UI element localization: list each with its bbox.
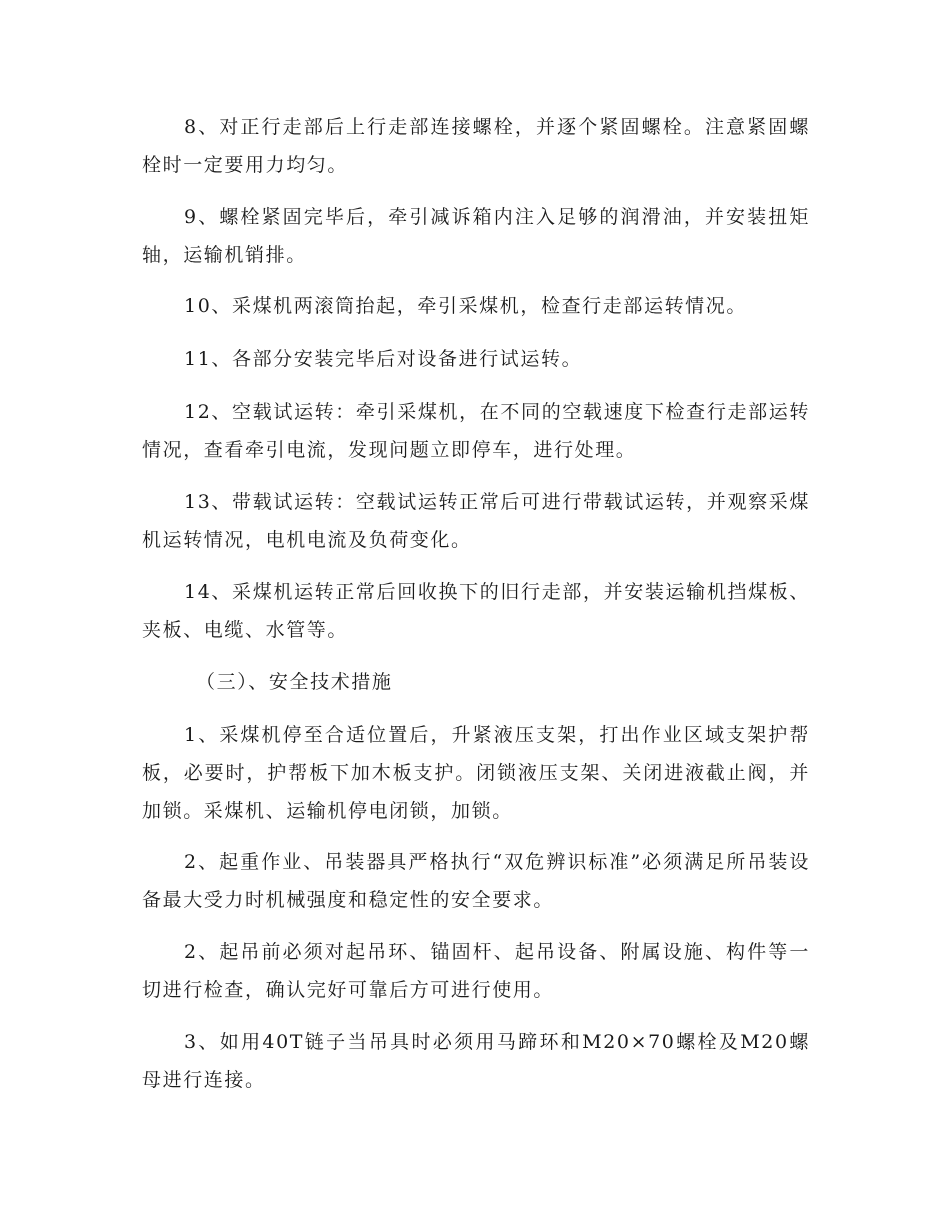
paragraph-step-12: 12、空载试运转：牵引采煤机，在不同的空载速度下检查行走部运转情况，查看牵引电流，发现问题立即停车，进行处理。 [142, 401, 810, 461]
paragraph-safety-3: 3、如用40T链子当吊具时必须用马蹄环和M20×70螺栓及M20螺母进行连接。 [142, 1031, 810, 1091]
paragraph-step-11: 11、各部分安装完毕后对设备进行试运转。 [184, 348, 583, 370]
paragraph-safety-2b: 2、起吊前必须对起吊环、锚固杆、起吊设备、附属设施、构件等一切进行检查，确认完好可靠后方可进行使用。 [142, 941, 810, 1001]
paragraph-step-13: 13、带载试运转：空载试运转正常后可进行带载试运转，并观察采煤机运转情况，电机电流及负荷变化。 [142, 491, 810, 551]
paragraph-safety-1: 1、采煤机停至合适位置后，升紧液压支架，打出作业区域支架护帮板，必要时，护帮板下加木板支护。闭锁液压支架、关闭进液截止阀，并加锁。采煤机、运输机停电闭锁，加锁。 [142, 724, 810, 822]
paragraph-step-9: 9、螺栓紧固完毕后，牵引减诉箱内注入足够的润滑油，并安装扭矩轴，运输机销排。 [142, 206, 810, 266]
paragraph-safety-2a: 2、起重作业、吊装器具严格执行“双危辨识标准”必须满足所吊装设备最大受力时机械强度和稳定性的安全要求。 [142, 851, 810, 911]
paragraph-step-8: 8、对正行走部后上行走部连接螺栓，并逐个紧固螺栓。注意紧固螺栓时一定要用力均匀。 [142, 116, 810, 176]
paragraph-step-14: 14、采煤机运转正常后回收换下的旧行走部，并安装运输机挡煤板、夹板、电缆、水管等。 [142, 581, 810, 641]
section-heading-safety-measures: （三）、安全技术措施 [196, 671, 393, 693]
paragraph-step-10: 10、采煤机两滚筒抬起，牵引采煤机，检查行走部运转情况。 [184, 295, 747, 317]
